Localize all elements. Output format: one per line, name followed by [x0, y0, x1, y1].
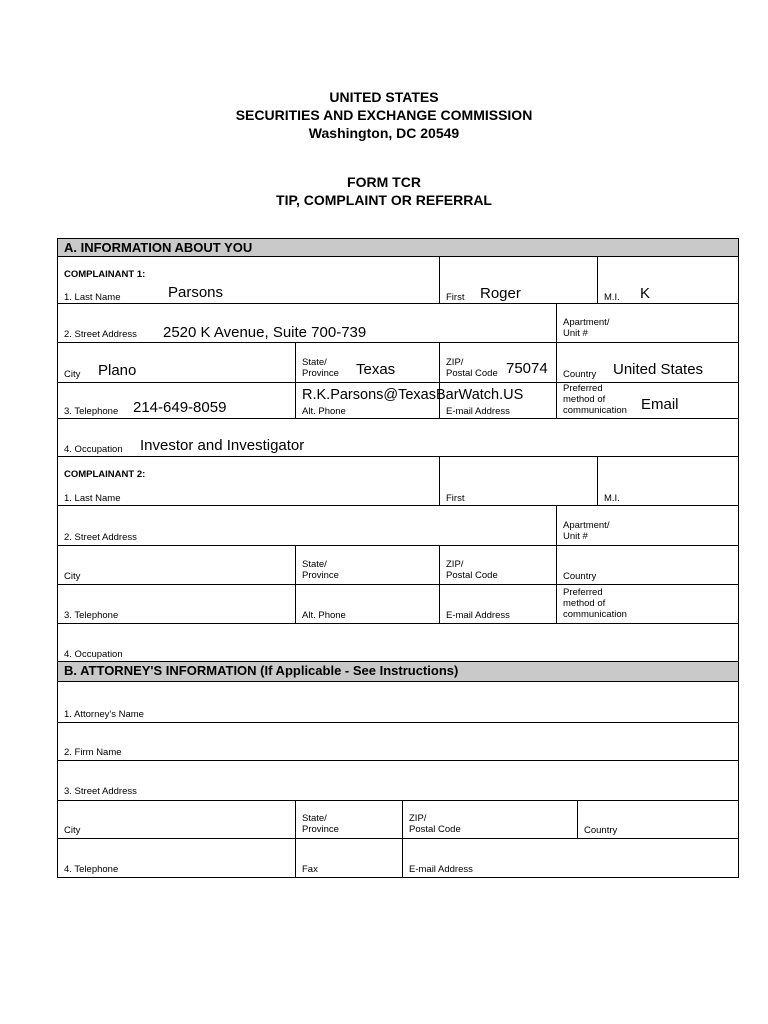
c1-email-cell — [439, 383, 556, 418]
c2-apt-label-2: Unit # — [563, 531, 588, 542]
form-tcr — [57, 238, 739, 878]
b-phone-row — [58, 839, 738, 877]
b-country-label: Country — [584, 825, 618, 836]
c1-zip-cell — [439, 343, 556, 382]
b-email-label: E-mail Address — [409, 864, 473, 875]
agency-line-2: SECURITIES AND EXCHANGE COMMISSION — [235, 107, 533, 123]
c1-pref-label-3: communication — [563, 405, 627, 416]
b-street-row — [58, 761, 738, 801]
b-state-label-2: Province — [302, 824, 339, 835]
c1-email-label: E-mail Address — [446, 406, 510, 417]
c1-city-row — [58, 343, 738, 383]
c2-pref-label-1: Preferred — [563, 587, 603, 598]
b-firm-row — [58, 723, 738, 761]
agency-line-3: Washington, DC 20549 — [308, 125, 460, 141]
c1-state-label-1: State/ — [302, 357, 327, 368]
b-city-row — [58, 801, 738, 839]
c2-heading: COMPLAINANT 2: — [64, 469, 146, 480]
c1-email-value[interactable]: R.K.Parsons@TexasBarWatch.US — [302, 387, 524, 403]
c2-last-name-label: 1. Last Name — [64, 493, 121, 504]
c1-apt-label-2: Unit # — [563, 328, 588, 339]
c1-occupation-label: 4. Occupation — [64, 444, 123, 455]
b-street-label: 3. Street Address — [64, 786, 137, 797]
c1-phone-row — [58, 383, 738, 419]
c2-zip-label-2: Postal Code — [446, 570, 498, 581]
c2-city-label: City — [64, 571, 81, 582]
c2-alt-phone-label: Alt. Phone — [302, 610, 346, 621]
b-firm-name-label: 2. Firm Name — [64, 747, 122, 758]
c2-apt-cell — [556, 506, 738, 545]
c2-mi-label: M.I. — [604, 493, 620, 504]
c1-country-cell — [556, 343, 738, 382]
c1-state-cell — [295, 343, 439, 382]
b-state-label-1: State/ — [302, 813, 327, 824]
c2-pref-cell — [556, 585, 738, 623]
c1-city-value[interactable]: Plano — [98, 362, 137, 379]
section-a-title: A. INFORMATION ABOUT YOU — [64, 240, 253, 255]
c1-last-name-value[interactable]: Parsons — [168, 284, 224, 301]
c2-mi-cell — [597, 457, 738, 505]
c2-street-row — [58, 506, 738, 546]
c1-zip-label-2: Postal Code — [446, 368, 498, 379]
c1-mi-cell — [597, 257, 738, 303]
section-b-title: B. ATTORNEY'S INFORMATION (If Applicable - See Instructions) — [64, 663, 459, 678]
c1-mi-label: M.I. — [604, 292, 620, 303]
b-fax-cell — [295, 839, 402, 877]
b-attorney-name-label: 1. Attorney's Name — [64, 709, 144, 720]
c2-name-row — [58, 457, 738, 506]
c2-zip-label-1: ZIP/ — [446, 559, 464, 570]
section-b-header — [58, 662, 738, 682]
b-country-cell — [577, 801, 738, 838]
c1-street-row — [58, 304, 738, 343]
c1-state-label-2: Province — [302, 368, 339, 379]
c2-state-cell — [295, 546, 439, 584]
c1-heading: COMPLAINANT 1: — [64, 269, 146, 280]
c1-country-label: Country — [563, 369, 597, 380]
b-city-label: City — [64, 825, 81, 836]
c2-email-label: E-mail Address — [446, 610, 510, 621]
c1-first-value[interactable]: Roger — [480, 285, 521, 302]
c1-phone-value[interactable]: 214-649-8059 — [133, 399, 227, 416]
form-title: FORM TCR — [347, 174, 421, 190]
b-phone-label: 4. Telephone — [64, 864, 119, 875]
c1-pref-label-2: method of — [563, 394, 606, 405]
c2-street-label: 2. Street Address — [64, 532, 137, 543]
c2-first-label: First — [446, 493, 465, 504]
c1-state-value[interactable]: Texas — [356, 361, 396, 378]
c2-occupation-row — [58, 624, 738, 662]
c1-alt-phone-label: Alt. Phone — [302, 406, 346, 417]
c1-street-label: 2. Street Address — [64, 329, 137, 340]
c1-occupation-row — [58, 419, 738, 457]
c1-zip-value[interactable]: 75074 — [506, 360, 548, 377]
b-email-cell — [402, 839, 738, 877]
c2-first-cell — [439, 457, 597, 505]
form-subtitle: TIP, COMPLAINT OR REFERRAL — [276, 192, 492, 208]
c1-pref-value[interactable]: Email — [641, 396, 679, 413]
c2-pref-label-2: method of — [563, 598, 606, 609]
c2-city-row — [58, 546, 738, 585]
c2-country-label: Country — [563, 571, 597, 582]
c1-name-row — [58, 257, 738, 304]
c1-mi-value[interactable]: K — [640, 285, 651, 302]
c2-email-cell — [439, 585, 556, 623]
b-zip-label-2: Postal Code — [409, 824, 461, 835]
c1-city-label: City — [64, 369, 81, 380]
b-state-cell — [295, 801, 402, 838]
c2-state-label-2: Province — [302, 570, 339, 581]
b-zip-cell — [402, 801, 577, 838]
c1-street-value[interactable]: 2520 K Avenue, Suite 700-739 — [163, 324, 367, 341]
c1-apt-cell — [556, 304, 738, 342]
c2-alt-phone-cell — [295, 585, 439, 623]
agency-line-1: UNITED STATES — [329, 89, 439, 105]
c1-occupation-value[interactable]: Investor and Investigator — [140, 437, 305, 454]
c2-occupation-label: 4. Occupation — [64, 649, 123, 660]
c1-apt-label-1: Apartment/ — [563, 317, 610, 328]
c2-country-cell — [556, 546, 738, 584]
b-attorney-row — [58, 682, 738, 723]
c1-last-name-label: 1. Last Name — [64, 292, 121, 303]
c1-first-label: First — [446, 292, 465, 303]
c1-phone-label: 3. Telephone — [64, 406, 119, 417]
c2-phone-label: 3. Telephone — [64, 610, 119, 621]
c1-country-value[interactable]: United States — [613, 361, 704, 378]
c1-pref-cell — [556, 383, 738, 418]
c2-state-label-1: State/ — [302, 559, 327, 570]
c2-pref-label-3: communication — [563, 609, 627, 620]
b-fax-label: Fax — [302, 864, 318, 875]
c2-phone-row — [58, 585, 738, 624]
c2-apt-label-1: Apartment/ — [563, 520, 610, 531]
section-a-header — [58, 239, 738, 257]
c1-pref-label-1: Preferred — [563, 383, 603, 394]
c1-zip-label-1: ZIP/ — [446, 357, 464, 368]
b-zip-label-1: ZIP/ — [409, 813, 427, 824]
c2-zip-cell — [439, 546, 556, 584]
c1-first-cell — [439, 257, 597, 303]
